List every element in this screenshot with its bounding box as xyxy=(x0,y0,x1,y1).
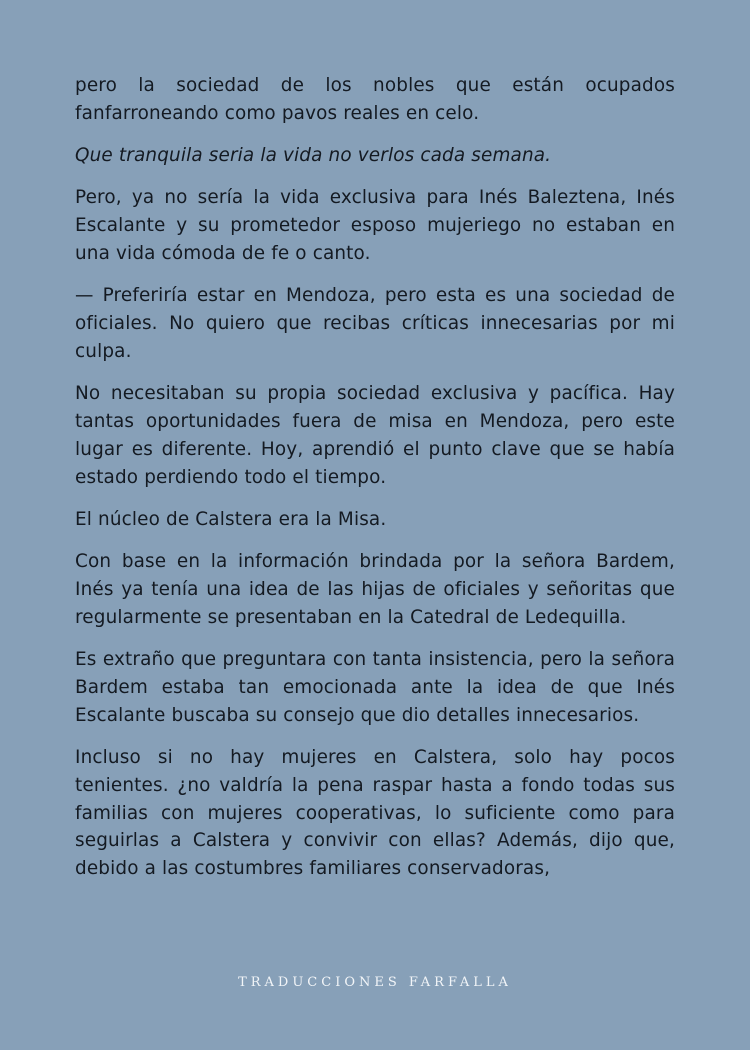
paragraph-2-italic-thought: Que tranquila seria la vida no verlos cada semana. xyxy=(75,145,552,167)
page-footer: TRADUCCIONES FARFALLA xyxy=(238,975,512,990)
document-body xyxy=(75,72,675,897)
paragraph-4-dialogue: — Preferiría estar en Mendoza, pero esta es una sociedad de oficiales. No quiero que recibas críticas innecesarias por mi culpa. xyxy=(75,285,675,362)
paragraph-3: Pero, ya no sería la vida exclusiva para Inés Baleztena, Inés Escalante y su prometedor esposo mujeriego no estaban en una vida cómoda de fe o canto. xyxy=(75,187,675,264)
paragraph-5: No necesitaban su propia sociedad exclusiva y pacífica. Hay tantas oportunidades fuera de misa en Mendoza, pero este lugar es diferente. Hoy, aprendió el punto clave que se había estado perdiendo todo el tiempo. xyxy=(75,383,675,488)
paragraph-7: Con base en la información brindada por la señora Bardem, Inés ya tenía una idea de las hijas de oficiales y señoritas que regularmente se presentaban en la Catedral de Ledequilla. xyxy=(75,551,675,628)
paragraph-9: Incluso si no hay mujeres en Calstera, solo hay pocos tenientes. ¿no valdría la pena raspar hasta a fondo todas sus familias con mujeres cooperativas, lo suficiente como para seguirlas a Calstera y convivir con ellas? Además, dijo que, debido a las costumbres familiares conservadoras, xyxy=(75,746,675,880)
paragraph-8: Es extraño que preguntara con tanta insistencia, pero la señora Bardem estaba tan emocionada ante la idea de que Inés Escalante buscaba su consejo que dio detalles innecesarios. xyxy=(75,649,675,726)
paragraph-1: pero la sociedad de los nobles que están ocupados fanfarroneando como pavos reales en celo. xyxy=(75,75,675,124)
paragraph-6: El núcleo de Calstera era la Misa. xyxy=(75,508,387,530)
